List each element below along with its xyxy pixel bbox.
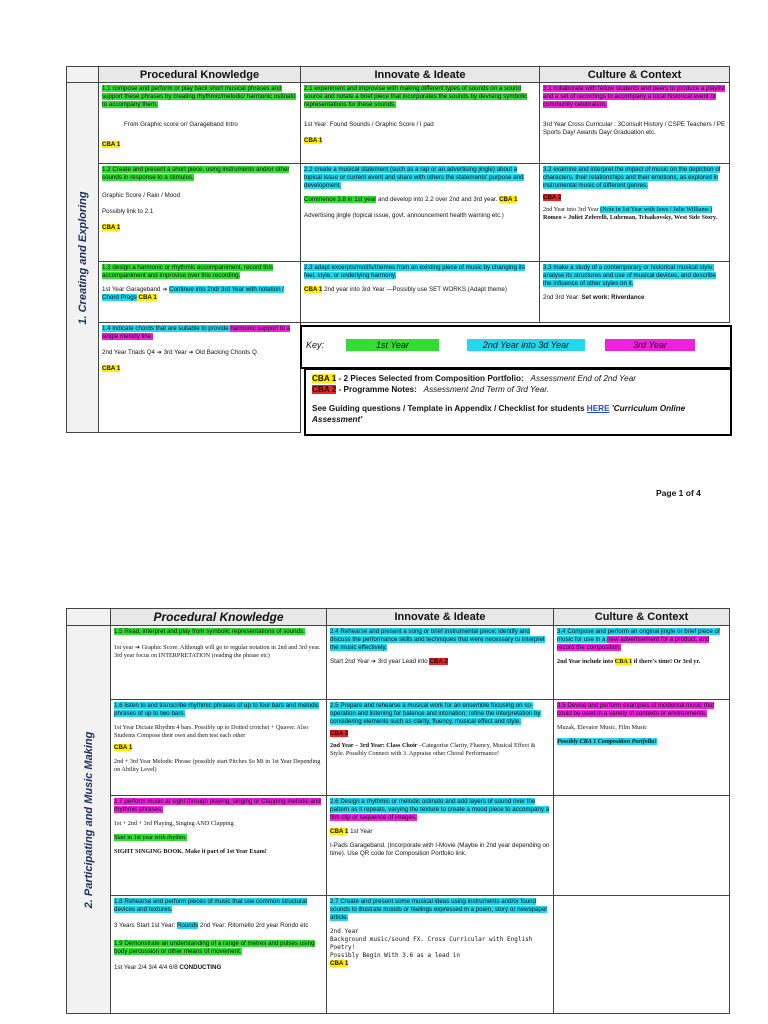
teacher-note: 2nd year into 3rd Year —Possibly use SET WORKS (Adapt theme) (322, 286, 507, 293)
outcome-cell (327, 700, 554, 796)
teacher-note: Muzak, Elevator Music, Film Music (557, 724, 648, 731)
note-prefix: 1st Year Garageband ➔ (102, 286, 170, 293)
outcome-cell (111, 796, 327, 896)
note-suffix: if there's time! Or 3rd yr. (632, 658, 701, 665)
outcome-text: 1.3 design a harmonic or rhythmic accompaniment, record this accompaniment and improvise over this recording. (102, 264, 273, 279)
outcome-text: 1.2 Create and present a short piece, using instruments and/or other sounds in response to a stimulus. (102, 166, 290, 181)
highlight-note: Continue into 2nd/ 3rd Year with notation / Chord Progs (102, 286, 285, 301)
cba-badge: CBA 2 (330, 730, 349, 737)
teacher-note: SIGHT SINGING BOOK. Make it part of 1st Year Exam! (114, 848, 267, 855)
teacher-note: 2nd + 3rd Year Melodic Phrase (possibly start Pitches So Mi in 1st Year Depending on Ability Level) (114, 758, 321, 773)
cba-badge: CBA 1 (499, 196, 518, 203)
note-bold: CONDUCTING (179, 964, 222, 971)
header-culture-context: Culture & Context (554, 609, 730, 626)
header-innovate-ideate: Innovate & Ideate (301, 67, 540, 83)
outcome-text: 3.5 Devise and perform examples of incidental music that could be used in a variety of contexts or environments. (557, 702, 715, 717)
teacher-note: Graphic Score / Rain / Mood (102, 192, 181, 199)
teacher-note: Background music/sound FX. Cross Curricular with English Poetry! (330, 936, 533, 951)
cba-badge: CBA 1 (102, 224, 121, 231)
outcome-cell (111, 700, 327, 796)
teacher-note: –Categorise Clarity, Fluency, Musical Effect & Style. Possibly Connect with 3. Appraise other Choral Performance! (330, 742, 536, 757)
key-first-year: 1st Year (346, 339, 439, 351)
outcome-text: 2.4 Rehearse and present a song or brief instrumental piece; identify and discuss the performance skills and techniques that were necessary to interpret the music effectively. (330, 628, 545, 651)
note-bold: 2nd Year – 3rd Year: Class Choir (330, 742, 418, 749)
teacher-note: 2nd Year (330, 928, 359, 935)
strand-label: 1. Creating and Exploring (76, 190, 89, 325)
teacher-note: Start 2nd Year ➔ 3rd year Lead into (330, 658, 430, 665)
teacher-note: Set work: Riverdance (581, 294, 645, 301)
cba-badge: CBA 1 (102, 141, 121, 148)
outcome-text: 1.4 indicate chords that are suitable to provide (102, 325, 231, 332)
outcome-text: 2.5 Prepare and rehearse a musical work for an ensemble focusing on co-operation and listening for balance and intonation; refine the interpretation by considering elements such as clarity, fluency, musical effect and style. (330, 702, 541, 725)
cba-badge: CBA 1 (114, 744, 133, 751)
note-prefix: 2nd Year include into (557, 658, 615, 665)
note-prefix: 2nd 3rd Year: (543, 294, 582, 301)
outcome-text: 2.6 Design a rhythmic or melodic ostinato and add layers of sound over the pattern as it repeats, varying the texture to create a mood piece to accompany a (330, 798, 550, 813)
table-corner (67, 609, 111, 626)
cba-badge: CBA 2 (429, 658, 448, 665)
outcome-cell (554, 700, 730, 796)
teacher-note: 3rd Year Cross Curricular : 3Consult History / CSPE Teachers / PE Sports Day/ Awards Day/ Graduation etc. (543, 121, 726, 136)
note-prefix: 3 Years Start 1st Year: (114, 922, 177, 929)
outcome-text: 2.1 experiment and improvise with making different types of sounds on a sound source and notate a brief piece that incorporates the sounds by devising symbolic representations for these sounds. (304, 85, 528, 108)
outcome-text: 1.6 listen to and transcribe rhythmic phrases of up to four bars and melodic phrases of up to two bars. (114, 702, 319, 717)
teacher-note: Possibly Begin With 3.6 as a lead in (330, 952, 461, 959)
strand-side-label-cell (67, 626, 111, 1014)
outcome-text: 3.2 examine and interpret the impact of music on the depiction of characters, their relationships and their emotions, as explored in instrumental music of different genres. (543, 166, 721, 189)
outcome-text-highlight: new advertisement for a product, and record the composition. (557, 636, 710, 651)
strand-label: 2. Participating and Music Making (82, 731, 95, 908)
cba-badge: CBA 2 (312, 385, 337, 394)
teacher-note: Romeo + Juliet Zeferelli, Luhrman, Tchaikovsky, West Side Story. (543, 214, 718, 221)
cba-badge: CBA 1 (614, 658, 633, 665)
highlight-note: (Note in 1st Year with Jaws / Julie Williams ) (600, 206, 713, 213)
outcome-text: 2.3 adapt excerpts/motifs/themes from an existing piece of music by changing its feel, style, or underlying harmony. (304, 264, 525, 279)
outcome-text: 3.4 Compose and perform an original jingle or brief piece of music for use in a (557, 628, 720, 643)
highlight-note: Possibly CBA 1 Composition Portfolio! (557, 738, 657, 745)
highlight-note: Start in 1st year with rhythm. (114, 834, 187, 841)
header-procedural-knowledge: Procedural Knowledge (111, 609, 327, 626)
outcome-cell (327, 626, 554, 700)
guide-rest: 'Curriculum Online Assessment' (312, 404, 686, 424)
guide-text: See Guiding questions / Template in Appendix / Checklist for students (312, 404, 587, 413)
empty-cell (554, 896, 730, 1014)
outcome-text: 3.3 make a study of a contemporary or historical musical style; analyse its structures and use of musical devices, and describe the influence of other styles on it. (543, 264, 716, 287)
cba1-text: - 2 Pieces Selected from Composition Portfolio: (336, 374, 524, 383)
cba-badge: CBA 1 (312, 374, 337, 383)
teacher-note: 1st Year: Found Sounds / Graphic Score / I pad (304, 121, 434, 128)
header-innovate-ideate: Innovate & Ideate (327, 609, 554, 626)
year-note: 2nd Year into 3rd Year (543, 206, 599, 213)
teacher-note: Possibly link to 2.1 (102, 208, 154, 215)
teacher-note: I-Pads Garageband. (Incorporate with I-Movie (Maybe in 2nd year depending on time). Use QR code for Composition Portfolio link. (330, 842, 550, 857)
note-suffix: 2nd Year: Ritornello 2rd year Rondo etc (198, 922, 309, 929)
teacher-note: 2nd Year Triads Q4 ➔ 3rd Year ➔ Old Backing Chords Q. (102, 349, 259, 356)
outcome-cell (327, 796, 554, 896)
key-second-third-year: 2nd Year into 3d Year (467, 339, 585, 351)
empty-cell (554, 796, 730, 896)
outcome-cell (327, 896, 554, 1014)
teacher-note: 1st Year 2/4 3/4 4/4 6/8 (114, 964, 180, 971)
teacher-note: 1st + 2nd + 3rd Playing, Singing AND Clapping (114, 820, 234, 827)
outcome-text: 2.2 create a musical statement (such as a rap or an advertising jingle) about a topical issue or current event and share with others the statements' purpose and development. (304, 166, 524, 189)
teacher-note: 1st Year Dictate Rhythm 4 bars. Possibly up to Dotted crotchet + Quaver. Also Students Compose their own and then test each other (114, 724, 309, 739)
cba-badge: CBA 1 (304, 137, 323, 144)
cba-badge: CBA 1 (330, 960, 349, 967)
teacher-note: From Graphic score or/ Garageband Intro (124, 121, 238, 128)
outcome-cell (111, 896, 327, 1014)
header-procedural-knowledge: Procedural Knowledge (99, 67, 301, 83)
teacher-note: 1st Year (348, 828, 373, 835)
commence-note: Commence 3.8 in 1st year (304, 196, 377, 203)
outcome-text: 1.5 Read, interpret and play from symbolic representations of sounds. (114, 628, 305, 635)
commence-rest: and develop into 2.2 over 2nd and 3rd year. (376, 196, 498, 203)
cba2-assessment: Assessment 2nd Term of 3rd Year. (423, 385, 549, 394)
key-label: Key: (306, 340, 325, 350)
outcome-text: 1.8 Rehearse and perform pieces of music that use common structural devices and textures. (114, 898, 307, 913)
outcome-text-highlight: harmonic support to a single melody line. (102, 325, 291, 340)
teacher-note: 1st year ➔ Graphic Score. Although will go to regular notation in 2nd and 3rd year. 3rd year focus on INTERPRETATION (reading the phrase etc) (114, 644, 321, 659)
cba-badge: CBA 1 (304, 286, 323, 293)
outcome-text: 2.7 Create and present some musical ideas using instruments and/or found sounds to illustrate moods or feelings expressed in a poem, story or newspaper article. (330, 898, 548, 921)
outcome-text: 1.1 compose and perform or play back short musical phrases and support these phrases by creating rhythmic/melodic/ harmonic ostinato to accompany them. (102, 85, 296, 108)
appendix-link[interactable]: HERE (586, 404, 610, 413)
cba-badge: CBA 1 (102, 365, 121, 372)
outcomes-table-2 (66, 608, 730, 1014)
cba1-assessment: Assessment End of 2nd Year (530, 374, 636, 383)
outcome-text: 3.1 collaborate with fellow students and peers to produce a playlist and a set of recordings to accompany a local historical event or community celebration. (543, 85, 725, 108)
page-number: Page 1 of 4 (656, 488, 701, 498)
header-culture-context: Culture & Context (540, 67, 730, 83)
cba-badge: CBA 2 (543, 194, 562, 201)
outcome-text: 1.7 perform music at sight through playing, singing or Clapping melodic and rhythmic phrases. (114, 798, 321, 813)
highlight-note: Rounds (176, 922, 199, 929)
outcome-cell (111, 626, 327, 700)
outcome-text: 1.9 Demonstrate an understanding of a range of metres and pulses using body percussion or other means of movement. (114, 940, 315, 955)
outcome-text-highlight: film clip or sequence of images. (330, 814, 417, 821)
cba-badge: CBA 1 (330, 828, 349, 835)
cba-badge: CBA 1 (138, 294, 157, 301)
teacher-note: Advertising jingle (topical issue, govt. announcement health warning etc.) (304, 212, 504, 219)
outcome-cell (554, 626, 730, 700)
key-third-year: 3rd Year (605, 339, 695, 351)
cba2-text: - Programme Notes: (336, 385, 417, 394)
